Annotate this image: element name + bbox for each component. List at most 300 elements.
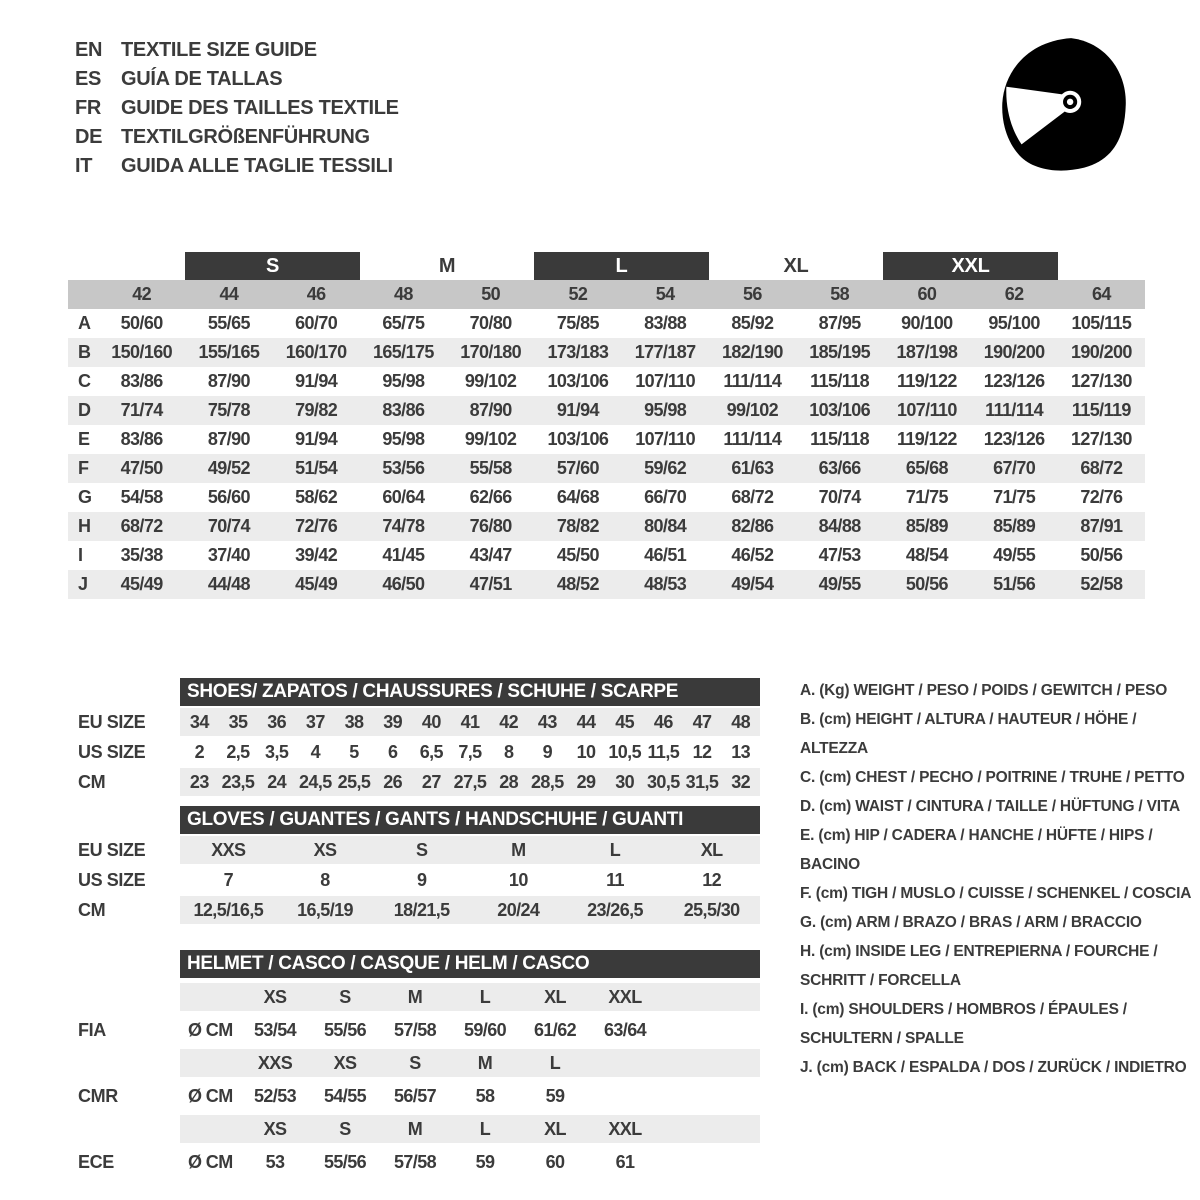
legend-item: H. (cm) INSIDE LEG / ENTREPIERNA / FOURCHE / SCHRITT / FORCELLA bbox=[800, 943, 1158, 989]
measure-cell: 107/110 bbox=[896, 400, 957, 420]
language-title: GUÍA DE TALLAS bbox=[121, 68, 283, 90]
numeric-size-cell: 60 bbox=[917, 284, 937, 304]
language-list bbox=[75, 36, 399, 181]
measure-cell: 123/126 bbox=[983, 429, 1045, 449]
size-row-band bbox=[180, 708, 760, 736]
measure-cell: 64/68 bbox=[556, 487, 599, 507]
size-cell: 30 bbox=[615, 772, 635, 792]
measure-cell: 95/100 bbox=[988, 313, 1040, 333]
size-row-band bbox=[180, 768, 760, 796]
measure-cell: 63/66 bbox=[818, 458, 861, 478]
helmet-value-cell: 57/58 bbox=[393, 1152, 437, 1172]
measure-cell: 71/75 bbox=[905, 487, 948, 507]
helmet-value-cell: 57/58 bbox=[393, 1020, 437, 1040]
measure-cell: 45/49 bbox=[295, 574, 338, 594]
size-row-label: EU SIZE bbox=[78, 712, 146, 732]
measure-cell: 59/62 bbox=[644, 458, 687, 478]
size-group-label: M bbox=[438, 254, 456, 277]
measure-cell: 99/102 bbox=[464, 429, 517, 449]
numeric-size-cell: 52 bbox=[568, 284, 588, 304]
measure-cell: 46/51 bbox=[644, 545, 687, 565]
measure-cell: 95/98 bbox=[382, 429, 425, 449]
legend-item: G. (cm) ARM / BRAZO / BRAS / ARM / BRACCIO bbox=[800, 914, 1142, 931]
legend-item: C. (cm) CHEST / PECHO / POITRINE / TRUHE / PETTO bbox=[800, 769, 1185, 786]
helmet-size-cell: XS bbox=[263, 987, 287, 1007]
size-row-label: US SIZE bbox=[78, 742, 146, 762]
size-cell: 23 bbox=[189, 772, 209, 792]
size-cell: 41 bbox=[460, 712, 480, 732]
helmet-standard-label: ECE bbox=[78, 1152, 114, 1172]
helmet-value-cell: 55/56 bbox=[323, 1152, 367, 1172]
measure-cell: 70/74 bbox=[207, 516, 250, 536]
size-cell: 45 bbox=[615, 712, 635, 732]
measure-cell: 68/72 bbox=[120, 516, 163, 536]
measure-cell: 76/80 bbox=[469, 516, 512, 536]
measure-row-label: C bbox=[78, 371, 91, 391]
measure-cell: 41/45 bbox=[382, 545, 425, 565]
measure-cell: 50/56 bbox=[1080, 545, 1123, 565]
size-cell: 18/21,5 bbox=[393, 900, 450, 920]
language-row bbox=[75, 36, 399, 65]
helmet-value-band bbox=[180, 1148, 760, 1176]
size-cell: 36 bbox=[267, 712, 287, 732]
size-cell: M bbox=[511, 840, 526, 860]
helmet-icon bbox=[975, 26, 1147, 198]
legend-item: B. (cm) HEIGHT / ALTURA / HAUTEUR / HÖHE / ALTEZZA bbox=[800, 711, 1137, 757]
measure-cell: 187/198 bbox=[896, 342, 958, 362]
measure-cell: 119/122 bbox=[896, 371, 957, 391]
size-cell: 2 bbox=[194, 742, 205, 762]
size-cell: S bbox=[415, 840, 428, 860]
measure-cell: 103/106 bbox=[809, 400, 871, 420]
numeric-size-cell: 42 bbox=[132, 284, 152, 304]
measure-row bbox=[68, 367, 1145, 396]
measure-cell: 115/119 bbox=[1071, 400, 1131, 420]
language-code: ES bbox=[75, 68, 102, 90]
measure-cell: 39/42 bbox=[295, 545, 338, 565]
measure-cell: 49/54 bbox=[731, 574, 774, 594]
measure-cell: 65/75 bbox=[382, 313, 425, 333]
measure-cell: 75/78 bbox=[207, 400, 250, 420]
measure-cell: 182/190 bbox=[721, 342, 783, 362]
measure-row-label: J bbox=[78, 574, 89, 594]
measure-cell: 46/50 bbox=[382, 574, 425, 594]
legend-item: J. (cm) BACK / ESPALDA / DOS / ZURÜCK / INDIETRO bbox=[800, 1059, 1187, 1076]
measure-cell: 85/89 bbox=[993, 516, 1036, 536]
helmet-value-cell: 59 bbox=[545, 1086, 565, 1106]
measure-cell: 123/126 bbox=[983, 371, 1045, 391]
gloves-header: GLOVES / GUANTES / GANTS / HANDSCHUHE / GUANTI bbox=[180, 806, 760, 834]
measure-cell: 87/90 bbox=[469, 400, 512, 420]
measure-cell: 103/106 bbox=[547, 371, 609, 391]
measure-cell: 45/50 bbox=[556, 545, 599, 565]
size-cell: 9 bbox=[416, 870, 427, 890]
size-cell: 43 bbox=[537, 712, 557, 732]
measure-cell: 83/88 bbox=[644, 313, 687, 333]
measure-cell: 111/114 bbox=[723, 429, 782, 449]
measure-cell: 115/118 bbox=[810, 371, 870, 391]
measure-cell: 84/88 bbox=[818, 516, 861, 536]
measure-cell: 107/110 bbox=[635, 371, 696, 391]
helmet-value-row bbox=[68, 1082, 1198, 1110]
size-cell: 20/24 bbox=[497, 900, 540, 920]
helmet-value-cell: 63/64 bbox=[603, 1020, 647, 1040]
language-row bbox=[75, 152, 399, 181]
helmet-size-cell: L bbox=[479, 1119, 491, 1139]
size-cell: 30,5 bbox=[647, 772, 680, 792]
size-row-label: US SIZE bbox=[78, 870, 146, 890]
measure-cell: 95/98 bbox=[382, 371, 425, 391]
measure-cell: 56/60 bbox=[207, 487, 250, 507]
measure-row bbox=[68, 309, 1145, 338]
size-cell: 12 bbox=[702, 870, 722, 890]
measure-cell: 87/90 bbox=[207, 371, 250, 391]
measure-cell: 173/183 bbox=[547, 342, 609, 362]
size-cell: 13 bbox=[731, 742, 751, 762]
size-cell: 39 bbox=[383, 712, 403, 732]
measure-cell: 127/130 bbox=[1070, 429, 1132, 449]
measure-cell: 150/160 bbox=[111, 342, 173, 362]
measure-cell: 37/40 bbox=[207, 545, 250, 565]
measure-cell: 49/52 bbox=[207, 458, 250, 478]
measure-cell: 66/70 bbox=[644, 487, 687, 507]
size-group-row bbox=[68, 252, 1145, 280]
numeric-size-cell: 64 bbox=[1091, 284, 1111, 304]
measure-row bbox=[68, 570, 1145, 599]
measure-cell: 55/65 bbox=[207, 313, 250, 333]
measure-cell: 46/52 bbox=[731, 545, 774, 565]
measure-cell: 48/54 bbox=[905, 545, 948, 565]
numeric-size-cell: 48 bbox=[393, 284, 413, 304]
legend-item: F. (cm) TIGH / MUSLO / CUISSE / SCHENKEL / COSCIA bbox=[800, 885, 1192, 902]
size-row-label: CM bbox=[78, 900, 106, 920]
measure-cell: 190/200 bbox=[983, 342, 1045, 362]
textile-size-table bbox=[68, 252, 1145, 599]
helmet-size-cell: XXL bbox=[608, 987, 642, 1007]
measure-row bbox=[68, 338, 1145, 367]
measure-cell: 78/82 bbox=[556, 516, 599, 536]
helmet-size-cell: S bbox=[339, 987, 351, 1007]
language-code: EN bbox=[75, 39, 103, 61]
language-row bbox=[75, 123, 399, 152]
size-group-label: S bbox=[185, 252, 360, 280]
legend-item: I. (cm) SHOULDERS / HOMBROS / ÉPAULES / SCHULTERN / SPALLE bbox=[800, 1001, 1127, 1047]
measure-cell: 67/70 bbox=[993, 458, 1036, 478]
numeric-size-cell: 56 bbox=[742, 284, 762, 304]
size-cell: 4 bbox=[310, 742, 321, 762]
helmet-size-cell: M bbox=[407, 987, 423, 1007]
measure-cell: 71/75 bbox=[993, 487, 1036, 507]
measure-cell: 68/72 bbox=[1080, 458, 1123, 478]
measure-cell: 35/38 bbox=[120, 545, 163, 565]
measure-row-label: G bbox=[78, 487, 93, 507]
measure-row-label: E bbox=[78, 429, 91, 449]
helmet-value-cell: 61/62 bbox=[533, 1020, 577, 1040]
measure-cell: 107/110 bbox=[635, 429, 696, 449]
measure-row-label: B bbox=[78, 342, 91, 362]
size-cell: 11 bbox=[606, 870, 624, 890]
size-cell: 3,5 bbox=[265, 742, 289, 762]
language-title: TEXTILGRÖßENFÜHRUNG bbox=[121, 126, 370, 148]
measure-cell: 62/66 bbox=[469, 487, 512, 507]
numeric-size-cell: 54 bbox=[655, 284, 675, 304]
measure-cell: 119/122 bbox=[896, 429, 957, 449]
measure-row bbox=[68, 541, 1145, 570]
measure-cell: 60/64 bbox=[382, 487, 425, 507]
helmet-size-cell: S bbox=[409, 1053, 421, 1073]
size-cell: 38 bbox=[344, 712, 364, 732]
size-cell: 40 bbox=[421, 712, 441, 732]
measure-cell: 111/114 bbox=[985, 400, 1044, 420]
measure-cell: 177/187 bbox=[634, 342, 696, 362]
measure-cell: 52/58 bbox=[1080, 574, 1123, 594]
measure-cell: 105/115 bbox=[1071, 313, 1132, 333]
measure-cell: 47/53 bbox=[818, 545, 861, 565]
helmet-value-cell: 59 bbox=[475, 1152, 495, 1172]
size-cell: 26 bbox=[383, 772, 403, 792]
measure-cell: 85/89 bbox=[905, 516, 948, 536]
size-cell: 5 bbox=[349, 742, 359, 762]
helmet-size-cell: XL bbox=[544, 1119, 566, 1139]
helmet-value-cell: 53/54 bbox=[253, 1020, 297, 1040]
helmet-size-cell: L bbox=[549, 1053, 561, 1073]
measure-cell: 185/195 bbox=[809, 342, 871, 362]
size-cell: 9 bbox=[542, 742, 553, 762]
size-cell: 42 bbox=[499, 712, 519, 732]
size-row-label: CM bbox=[78, 772, 106, 792]
size-cell: XS bbox=[313, 840, 337, 860]
measure-cell: 70/80 bbox=[469, 313, 512, 333]
size-cell: 34 bbox=[189, 712, 209, 732]
legend-item: A. (Kg) WEIGHT / PESO / POIDS / GEWITCH / PESO bbox=[800, 682, 1168, 699]
measure-cell: 55/58 bbox=[469, 458, 512, 478]
helmet-unit-label: Ø CM bbox=[188, 1086, 233, 1106]
measure-cell: 54/58 bbox=[120, 487, 163, 507]
size-cell: 44 bbox=[576, 712, 596, 732]
measure-row bbox=[68, 425, 1145, 454]
numeric-size-cell: 46 bbox=[306, 284, 326, 304]
measure-cell: 90/100 bbox=[901, 313, 953, 333]
size-cell: 12,5/16,5 bbox=[193, 900, 264, 920]
measure-cell: 165/175 bbox=[372, 342, 434, 362]
helmet-value-cell: 55/56 bbox=[323, 1020, 367, 1040]
size-cell: 25,5/30 bbox=[683, 900, 740, 920]
helmet-size-cell: M bbox=[477, 1053, 493, 1073]
helmet-size-cell: XXL bbox=[608, 1119, 642, 1139]
size-group-label: XXL bbox=[883, 252, 1058, 280]
measure-cell: 49/55 bbox=[818, 574, 861, 594]
measure-cell: 127/130 bbox=[1070, 371, 1132, 391]
helmet-size-row bbox=[68, 1115, 1198, 1143]
size-row-band bbox=[180, 866, 760, 894]
size-row-band bbox=[180, 836, 760, 864]
measure-cell: 72/76 bbox=[295, 516, 338, 536]
helmet-value-row bbox=[68, 1148, 1198, 1176]
size-cell: 23,5 bbox=[221, 772, 255, 792]
measure-row-label: H bbox=[78, 516, 91, 536]
measure-cell: 111/114 bbox=[723, 371, 782, 391]
size-cell: 37 bbox=[305, 712, 325, 732]
measure-cell: 79/82 bbox=[295, 400, 338, 420]
helmet-size-band bbox=[180, 983, 760, 1011]
measure-cell: 51/56 bbox=[993, 574, 1036, 594]
measure-row-label: I bbox=[78, 545, 84, 565]
measure-cell: 65/68 bbox=[905, 458, 948, 478]
size-cell: L bbox=[609, 840, 621, 860]
helmet-value-cell: 59/60 bbox=[463, 1020, 507, 1040]
size-cell: 25,5 bbox=[337, 772, 371, 792]
measure-row bbox=[68, 512, 1145, 541]
measure-cell: 47/51 bbox=[469, 574, 512, 594]
language-code: DE bbox=[75, 126, 103, 148]
size-cell: 2,5 bbox=[226, 742, 250, 762]
measure-cell: 71/74 bbox=[120, 400, 163, 420]
size-cell: 27,5 bbox=[453, 772, 487, 792]
measure-cell: 91/94 bbox=[295, 429, 338, 449]
measure-cell: 103/106 bbox=[547, 429, 609, 449]
measure-cell: 44/48 bbox=[207, 574, 250, 594]
measure-cell: 99/102 bbox=[726, 400, 779, 420]
language-title: TEXTILE SIZE GUIDE bbox=[121, 39, 317, 61]
helmet-value-cell: 61 bbox=[615, 1152, 635, 1172]
language-code: FR bbox=[75, 97, 102, 119]
size-cell: 23/26,5 bbox=[587, 900, 643, 920]
size-cell: 16,5/19 bbox=[297, 900, 353, 920]
measure-row-label: F bbox=[78, 458, 89, 478]
measure-cell: 58/62 bbox=[295, 487, 338, 507]
size-group-label: L bbox=[534, 252, 709, 280]
measure-cell: 75/85 bbox=[556, 313, 599, 333]
legend-item: E. (cm) HIP / CADERA / HANCHE / HÜFTE / HIPS / BACINO bbox=[800, 827, 1153, 873]
measure-cell: 53/56 bbox=[382, 458, 425, 478]
helmet-size-cell: M bbox=[407, 1119, 423, 1139]
measure-cell: 43/47 bbox=[469, 545, 512, 565]
helmet-size-band bbox=[180, 1049, 760, 1077]
helmet-standard-label: FIA bbox=[78, 1020, 106, 1040]
helmet-size-band bbox=[180, 1115, 760, 1143]
numeric-size-cell: 44 bbox=[219, 284, 239, 304]
size-cell: 7 bbox=[223, 870, 234, 890]
size-row-band bbox=[180, 738, 760, 766]
size-group-label: XL bbox=[783, 254, 809, 277]
helmet-size-cell: XL bbox=[544, 987, 566, 1007]
measure-cell: 87/91 bbox=[1080, 516, 1123, 536]
measure-cell: 60/70 bbox=[295, 313, 338, 333]
measure-cell: 80/84 bbox=[644, 516, 687, 536]
helmet-size-cell: S bbox=[339, 1119, 351, 1139]
measure-cell: 72/76 bbox=[1080, 487, 1123, 507]
size-cell: 47 bbox=[692, 712, 712, 732]
measure-cell: 155/165 bbox=[198, 342, 260, 362]
size-cell: 28 bbox=[499, 772, 519, 792]
measure-cell: 51/54 bbox=[295, 458, 338, 478]
measure-cell: 57/60 bbox=[556, 458, 599, 478]
size-cell: 27 bbox=[421, 772, 441, 792]
size-cell: 8 bbox=[503, 742, 514, 762]
measure-cell: 83/86 bbox=[120, 371, 163, 391]
helmet-value-cell: 60 bbox=[545, 1152, 565, 1172]
size-cell: 8 bbox=[320, 870, 330, 890]
size-cell: 10 bbox=[576, 742, 596, 762]
helmet-value-cell: 53 bbox=[265, 1152, 285, 1172]
language-row bbox=[75, 65, 399, 94]
size-cell: XXS bbox=[211, 840, 246, 860]
legend bbox=[800, 676, 1198, 1082]
helmet-size-cell: XXS bbox=[257, 1053, 293, 1073]
language-code: IT bbox=[75, 155, 93, 177]
measure-row bbox=[68, 483, 1145, 512]
size-cell: 46 bbox=[653, 712, 673, 732]
helmet-size-cell: L bbox=[479, 987, 491, 1007]
measure-cell: 70/74 bbox=[818, 487, 861, 507]
size-cell: 12 bbox=[692, 742, 712, 762]
helmet-value-cell: 58 bbox=[475, 1086, 495, 1106]
size-cell: 24,5 bbox=[299, 772, 332, 792]
measure-cell: 45/49 bbox=[120, 574, 163, 594]
measure-cell: 74/78 bbox=[382, 516, 425, 536]
numeric-size-row bbox=[68, 280, 1145, 309]
measure-cell: 91/94 bbox=[556, 400, 599, 420]
measure-cell: 50/60 bbox=[120, 313, 163, 333]
measure-cell: 85/92 bbox=[731, 313, 774, 333]
size-row-band bbox=[180, 896, 760, 924]
legend-item: D. (cm) WAIST / CINTURA / TAILLE / HÜFTUNG / VITA bbox=[800, 798, 1180, 815]
measure-cell: 95/98 bbox=[644, 400, 687, 420]
measure-cell: 87/90 bbox=[207, 429, 250, 449]
measure-cell: 99/102 bbox=[464, 371, 517, 391]
measure-row-label: D bbox=[78, 400, 91, 420]
size-cell: 10 bbox=[508, 870, 528, 890]
size-cell: 10,5 bbox=[608, 742, 641, 762]
numeric-size-cell: 50 bbox=[481, 284, 501, 304]
measure-row bbox=[68, 396, 1145, 425]
size-cell: 28,5 bbox=[531, 772, 564, 792]
size-cell: 7,5 bbox=[458, 742, 482, 762]
size-cell: 32 bbox=[731, 772, 751, 792]
measure-cell: 82/86 bbox=[731, 516, 774, 536]
language-row bbox=[75, 94, 399, 123]
language-title: GUIDE DES TAILLES TEXTILE bbox=[121, 97, 399, 119]
measure-cell: 87/95 bbox=[818, 313, 861, 333]
measure-cell: 68/72 bbox=[731, 487, 774, 507]
helmet-size-cell: XS bbox=[263, 1119, 287, 1139]
helmet-value-cell: 52/53 bbox=[253, 1086, 297, 1106]
measure-cell: 47/50 bbox=[120, 458, 163, 478]
measure-cell: 61/63 bbox=[731, 458, 774, 478]
language-title: GUIDA ALLE TAGLIE TESSILI bbox=[121, 155, 393, 177]
size-cell: 6 bbox=[387, 742, 398, 762]
size-cell: 29 bbox=[576, 772, 596, 792]
helmet-unit-label: Ø CM bbox=[188, 1152, 233, 1172]
measure-cell: 48/53 bbox=[644, 574, 687, 594]
measure-cell: 160/170 bbox=[285, 342, 347, 362]
measure-cell: 83/86 bbox=[382, 400, 425, 420]
helmet-value-band bbox=[180, 1016, 760, 1044]
measure-cell: 91/94 bbox=[295, 371, 338, 391]
size-cell: 31,5 bbox=[685, 772, 719, 792]
size-cell: 11,5 bbox=[647, 742, 680, 762]
size-cell: XL bbox=[700, 840, 723, 860]
helmet-size-cell: XS bbox=[333, 1053, 357, 1073]
measure-cell: 49/55 bbox=[993, 545, 1036, 565]
helmet-value-cell: 56/57 bbox=[393, 1086, 437, 1106]
helmet-header: HELMET / CASCO / CASQUE / HELM / CASCO bbox=[180, 950, 760, 978]
size-cell: 35 bbox=[228, 712, 248, 732]
shoes-header: SHOES/ ZAPATOS / CHAUSSURES / SCHUHE / SCARPE bbox=[180, 678, 760, 706]
measure-cell: 190/200 bbox=[1070, 342, 1132, 362]
helmet-standard-label: CMR bbox=[78, 1086, 118, 1106]
size-cell: 24 bbox=[267, 772, 287, 792]
